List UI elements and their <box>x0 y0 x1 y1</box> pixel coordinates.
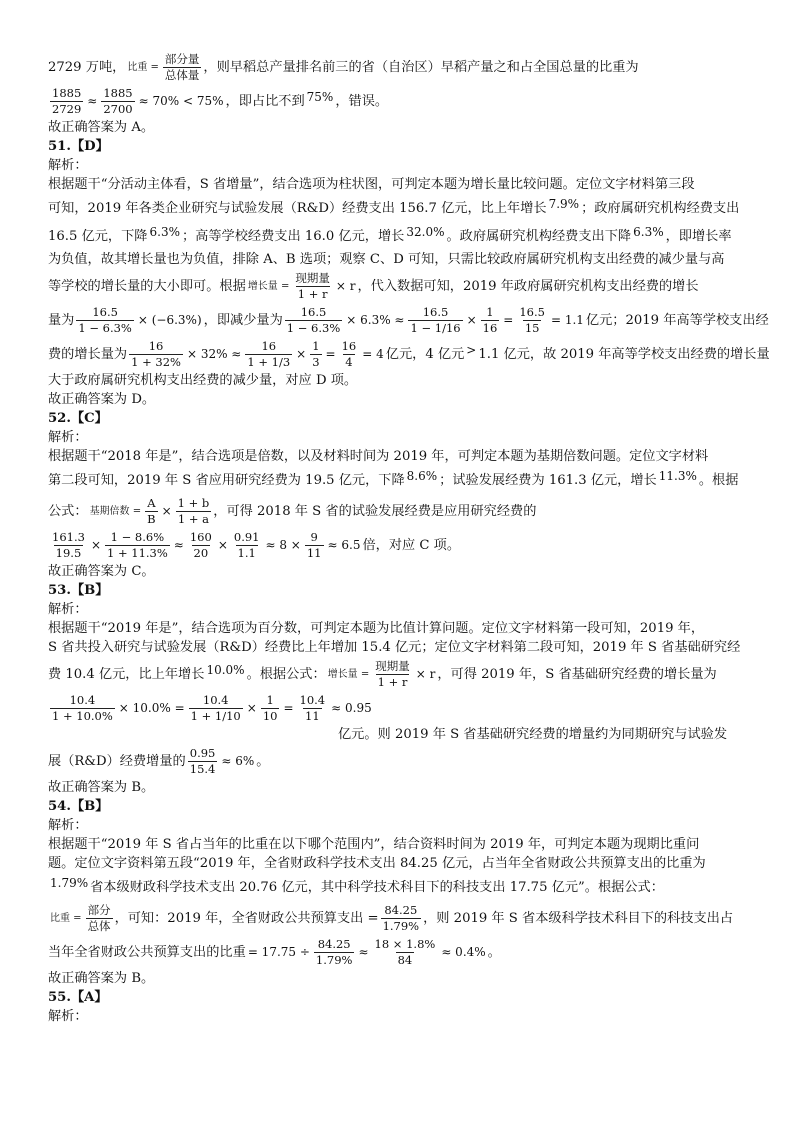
formula-label: 基期倍数 = <box>89 505 142 517</box>
line-text: 解析： <box>48 818 88 833</box>
math-expression: ≈ <box>87 93 98 108</box>
math-expression: × <box>90 537 101 552</box>
text-line <box>48 222 752 250</box>
math-expression: ≈ <box>173 537 184 552</box>
line-text: 解析： <box>48 602 88 617</box>
text-line <box>48 50 752 84</box>
line-text: ；政府属研究机构经费支出 <box>581 200 740 216</box>
text-line <box>48 371 752 390</box>
text-line <box>48 250 752 269</box>
text-line <box>48 657 752 691</box>
text-line <box>48 175 752 194</box>
fraction-numerator: 16 <box>148 338 164 353</box>
text-line <box>48 118 752 137</box>
text-line <box>48 528 752 562</box>
fraction-denominator: 1.79% <box>382 918 420 933</box>
fraction-numerator: 10.4 <box>69 692 96 707</box>
line-text: 当年全省财政公共预算支出的比重 <box>48 944 246 960</box>
line-text: 亿元。则 2019 年 S 省基础研究经费的增量约为同期研究与试验发 <box>338 727 728 742</box>
fraction-denominator: 10 <box>262 708 278 723</box>
fraction <box>50 531 87 560</box>
line-text: 题。定位文字资料第五段“2019 年，全省财政科学技术支出 84.25 亿元，占当年全省财政公共预算支出的比重为 <box>48 856 706 871</box>
line-text: 倍，对应 C 项。 <box>362 537 461 553</box>
math-expression: 6.3% <box>149 224 180 239</box>
line-text: 53.【B】 <box>48 583 109 598</box>
fraction-denominator: 15 <box>524 320 540 335</box>
math-expression: 6.3% <box>633 224 664 239</box>
formula-label: 增长量 = <box>247 280 290 292</box>
line-text: 2729 万吨， <box>48 59 126 75</box>
fraction <box>517 306 547 335</box>
math-expression: = 17.75 ÷ <box>247 944 310 959</box>
fraction-numerator: 0.91 <box>233 529 260 544</box>
fraction-numerator: 1 <box>312 338 320 353</box>
fraction-denominator: 1 − 6.3% <box>286 320 341 335</box>
line-text: 量为 <box>48 312 75 328</box>
math-expression: = <box>283 700 294 715</box>
math-expression: 75% <box>306 89 334 104</box>
fraction-denominator: 1.1 <box>237 545 256 560</box>
fraction <box>373 660 412 689</box>
line-text: 55.【A】 <box>48 990 108 1005</box>
line-text: 51.【D】 <box>48 139 109 154</box>
math-expression: × <box>217 537 228 552</box>
text-line <box>48 390 752 409</box>
line-text: ，即占比不到 <box>225 93 305 109</box>
fraction <box>145 497 157 526</box>
text-line <box>48 901 752 935</box>
fraction-numerator: 现期量 <box>375 658 410 673</box>
fraction-numerator: 16 <box>341 338 357 353</box>
line-text: ，即减少量为 <box>203 312 283 328</box>
fraction-numerator: 1 <box>266 692 274 707</box>
math-expression: ≈ 70% < 75% <box>138 93 224 108</box>
fraction-denominator: 1 + r <box>377 674 408 689</box>
math-expression: 8.6% <box>406 468 438 483</box>
answer-heading <box>48 988 752 1007</box>
fraction-numerator: 部分 <box>87 902 111 917</box>
fraction-denominator: 84 <box>397 952 413 967</box>
math-expression: 7.9% <box>548 196 580 211</box>
fraction <box>101 87 134 116</box>
math-expression: 11.3% <box>658 468 697 483</box>
fraction-denominator: 3 <box>312 354 320 369</box>
line-text: ，可知：2019 年，全省财政公共预算支出 = <box>114 910 379 926</box>
fraction-numerator: A <box>147 495 156 510</box>
text-line <box>48 935 752 969</box>
line-text: ；高等学校经费支出 16.0 亿元，增长 <box>182 228 405 244</box>
text-line <box>48 562 752 581</box>
math-expression: × r <box>335 278 356 293</box>
text-line <box>48 447 752 466</box>
fraction-numerator: 16.5 <box>300 304 327 319</box>
line-text: 故正确答案为 A。 <box>48 120 155 135</box>
fraction <box>188 531 214 560</box>
fraction <box>163 53 202 82</box>
text-line <box>48 691 752 725</box>
line-text: 54.【B】 <box>48 799 109 814</box>
fraction-denominator: B <box>147 511 156 526</box>
line-text: 为负值，故其增长量也为负值，排除 A、B 选项；观察 C、D 可知，只需比较政府属研究机构支出经费的减少量与高 <box>48 252 725 267</box>
answer-heading <box>48 409 752 428</box>
text-line <box>48 337 770 371</box>
fraction <box>305 531 324 560</box>
line-text: ，代入数据可知，2019 年政府属研究机构支出经费的增长 <box>357 278 699 294</box>
math-expression: ≈ 0.4% <box>441 944 486 959</box>
line-text: 解析： <box>48 1009 88 1024</box>
fraction <box>129 340 183 369</box>
fraction-denominator: 1 + a <box>177 511 210 526</box>
fraction <box>373 938 438 967</box>
text-line <box>48 744 752 778</box>
math-expression: = 1.1 <box>550 312 584 327</box>
math-expression: = <box>503 312 514 327</box>
math-expression: × <box>466 312 477 327</box>
line-text: 。根据公式： <box>246 666 326 682</box>
math-expression: × 10.0% = <box>118 700 185 715</box>
fraction-denominator: 19.5 <box>55 545 82 560</box>
fraction <box>189 694 243 723</box>
math-expression: × (−6.3%) <box>137 312 202 327</box>
formula-label: 比重 = <box>127 61 159 73</box>
fraction-denominator: 1 + r <box>297 286 328 301</box>
line-text: ，可得 2019 年，S 省基础研究经费的增长量为 <box>437 666 717 682</box>
text-line <box>48 638 752 657</box>
line-text: 。 <box>256 753 270 769</box>
fraction <box>314 938 355 967</box>
text-line <box>48 873 752 901</box>
fraction-numerator: 0.95 <box>189 745 216 760</box>
line-text: 故正确答案为 B。 <box>48 780 155 795</box>
fraction-numerator: 84.25 <box>384 902 418 917</box>
fraction-numerator: 84.25 <box>317 936 351 951</box>
text-line <box>48 156 752 175</box>
text-line <box>48 725 752 744</box>
fraction-denominator: 1 + 11.3% <box>107 545 168 560</box>
text-line <box>48 619 752 638</box>
text-line <box>48 600 752 619</box>
formula-label: 比重 = <box>50 912 82 924</box>
fraction-denominator: 总体 <box>87 918 111 933</box>
line-text: 故正确答案为 B。 <box>48 971 155 986</box>
line-text: 公式： <box>48 503 88 519</box>
fraction-numerator: 16 <box>261 338 277 353</box>
line-text: 。政府属研究机构经费支出下降 <box>446 228 632 244</box>
fraction <box>76 306 133 335</box>
fraction-denominator: 1 − 6.3% <box>78 320 132 335</box>
math-expression: = 4 <box>362 346 384 361</box>
text-line <box>48 269 752 303</box>
fraction <box>310 340 321 369</box>
line-text: 亿元；2019 年高等学校支出经 <box>585 312 769 328</box>
line-text: ，错误。 <box>335 93 389 109</box>
fraction <box>232 531 262 560</box>
line-text: 解析： <box>48 158 88 173</box>
line-text: ，可得 2018 年 S 省的试验发展经费是应用研究经费的 <box>213 503 537 519</box>
fraction <box>381 904 422 933</box>
math-expression: 1.79% <box>50 875 89 890</box>
fraction <box>293 272 332 301</box>
fraction-numerator: 160 <box>189 529 212 544</box>
line-text: 解析： <box>48 430 88 445</box>
math-expression: > <box>466 342 477 357</box>
math-expression: × <box>246 700 257 715</box>
line-text: ，则 2019 年 S 省本级科学技术科目下的科技支出占 <box>423 910 734 926</box>
math-expression: × <box>161 503 172 518</box>
text-line <box>48 494 752 528</box>
math-expression: ≈ <box>358 944 369 959</box>
fraction-numerator: 1 + b <box>177 495 210 510</box>
fraction-numerator: 9 <box>310 529 318 544</box>
text-line <box>48 778 752 797</box>
fraction-numerator: 1885 <box>103 85 133 100</box>
text-line <box>48 835 752 854</box>
fraction-denominator: 1 + 10.0% <box>52 708 113 723</box>
fraction <box>50 87 83 116</box>
fraction <box>261 694 280 723</box>
text-line <box>48 428 752 447</box>
text-line <box>48 84 752 118</box>
fraction-denominator: 11 <box>305 708 320 723</box>
text-line <box>48 1007 752 1026</box>
answer-heading <box>48 797 752 816</box>
fraction-denominator: 1 + 1/3 <box>247 354 291 369</box>
fraction <box>86 904 113 933</box>
answer-heading <box>48 137 752 156</box>
fraction-numerator: 16.5 <box>519 304 545 319</box>
line-text: 等学校的增长量的大小即可。根据 <box>48 278 246 294</box>
line-text: 费 10.4 亿元，比上年增长 <box>48 666 205 682</box>
line-text: 52.【C】 <box>48 411 108 426</box>
fraction-numerator: 1 − 8.6% <box>110 529 165 544</box>
math-expression: ≈ 6% <box>221 753 255 768</box>
fraction-numerator: 16.5 <box>92 304 118 319</box>
line-text: 。 <box>487 944 501 960</box>
fraction <box>481 306 500 335</box>
math-expression: × r <box>415 666 436 681</box>
text-line <box>48 969 752 988</box>
text-line <box>48 466 752 494</box>
fraction-numerator: 161.3 <box>52 529 85 544</box>
fraction-numerator: 10.4 <box>202 692 229 707</box>
formula-label: 增长量 = <box>327 668 370 680</box>
fraction-numerator: 1 <box>486 304 494 319</box>
line-text: 费的增长量为 <box>48 346 128 362</box>
fraction <box>408 306 462 335</box>
fraction-numerator: 16.5 <box>422 304 449 319</box>
line-text: 根据题干“2018 年是”，结合选项是倍数，以及材料时间为 2019 年，可判定本题为基期倍数问题。定位文字材料 <box>48 449 709 464</box>
math-expression: ≈ 6.5 <box>327 537 361 552</box>
fraction-denominator: 1 − 1/16 <box>410 320 461 335</box>
line-text: ，则早稻总产量排名前三的省（自治区）早稻产量之和占全国总量的比重为 <box>203 59 639 75</box>
fraction <box>176 497 212 526</box>
fraction-denominator: 20 <box>193 545 209 560</box>
fraction <box>285 306 342 335</box>
math-expression: 10.0% <box>206 662 245 677</box>
fraction-denominator: 2700 <box>103 101 133 116</box>
fraction-denominator: 总体量 <box>164 67 200 82</box>
math-expression: = <box>325 346 336 361</box>
math-expression: ≈ 0.95 <box>331 700 372 715</box>
text-line <box>48 854 752 873</box>
fraction-numerator: 1885 <box>52 85 82 100</box>
fraction <box>340 340 359 369</box>
math-expression: × 32% ≈ <box>186 346 242 361</box>
fraction-denominator: 1.79% <box>315 952 353 967</box>
answer-heading <box>48 581 752 600</box>
fraction <box>245 340 292 369</box>
text-line <box>48 816 752 835</box>
line-text: 根据题干“2019 年是”，结合选项为百分数，可判定本题为比值计算问题。定位文字材料第一段可知，2019 年， <box>48 621 705 636</box>
fraction-numerator: 部分量 <box>164 51 200 66</box>
line-text: 1.1 亿元，故 2019 年高等学校支出经费的增长量 <box>478 346 770 362</box>
line-text: 展（R&D）经费增量的 <box>48 753 186 769</box>
fraction <box>105 531 170 560</box>
fraction-numerator: 现期量 <box>295 270 330 285</box>
line-text: ；试验发展经费为 161.3 亿元，增长 <box>439 472 657 488</box>
line-text: 根据题干“分活动主体看，S 省增量”，结合选项为柱状图，可判定本题为增长量比较问题。定位文字材料第三段 <box>48 177 695 192</box>
fraction <box>50 694 115 723</box>
fraction-denominator: 4 <box>345 354 353 369</box>
line-text: 16.5 亿元，下降 <box>48 228 148 244</box>
math-expression: 32.0% <box>406 224 445 239</box>
line-text: S 省共投入研究与试验发展（R&D）经费比上年增加 15.4 亿元；定位文字材料第二段可知，2019 年 S 省基础研究经 <box>48 640 741 655</box>
fraction-denominator: 15.4 <box>189 761 216 776</box>
math-expression: × 6.3% ≈ <box>346 312 405 327</box>
math-expression: ≈ 8 × <box>265 537 301 552</box>
math-expression: × <box>296 346 307 361</box>
fraction-denominator: 1 + 1/10 <box>190 708 241 723</box>
line-text: 故正确答案为 D。 <box>48 392 156 407</box>
line-text: 。根据 <box>698 472 739 488</box>
fraction-denominator: 11 <box>306 545 322 560</box>
line-text: 故正确答案为 C。 <box>48 564 155 579</box>
line-text: 大于政府属研究机构支出经费的减少量，对应 D 项。 <box>48 373 358 388</box>
text-line <box>48 194 752 222</box>
fraction <box>188 747 218 776</box>
line-text: 根据题干“2019 年 S 省占当年的比重在以下哪个范围内”，结合资料时间为 2019 年，可判定本题为现期比重问 <box>48 837 700 852</box>
fraction-numerator: 18 × 1.8% <box>374 936 436 951</box>
line-text: 省本级财政科学技术支出 20.76 亿元，其中科学技术科目下的科技支出 17.75 亿元”。根据公式： <box>90 879 664 895</box>
fraction-denominator: 2729 <box>52 101 82 116</box>
line-text: 可知，2019 年各类企业研究与试验发展（R&D）经费支出 156.7 亿元，比上年增长 <box>48 200 547 216</box>
line-text: 亿元，4 亿元 <box>385 346 465 362</box>
text-line <box>48 303 769 337</box>
fraction-denominator: 1 + 32% <box>131 354 181 369</box>
fraction-numerator: 10.4 <box>299 692 326 707</box>
line-text: 第二段可知，2019 年 S 省应用研究经费为 19.5 亿元，下降 <box>48 472 405 488</box>
fraction <box>298 694 328 723</box>
fraction-denominator: 16 <box>482 320 498 335</box>
line-text: ，即增长率 <box>665 228 732 244</box>
